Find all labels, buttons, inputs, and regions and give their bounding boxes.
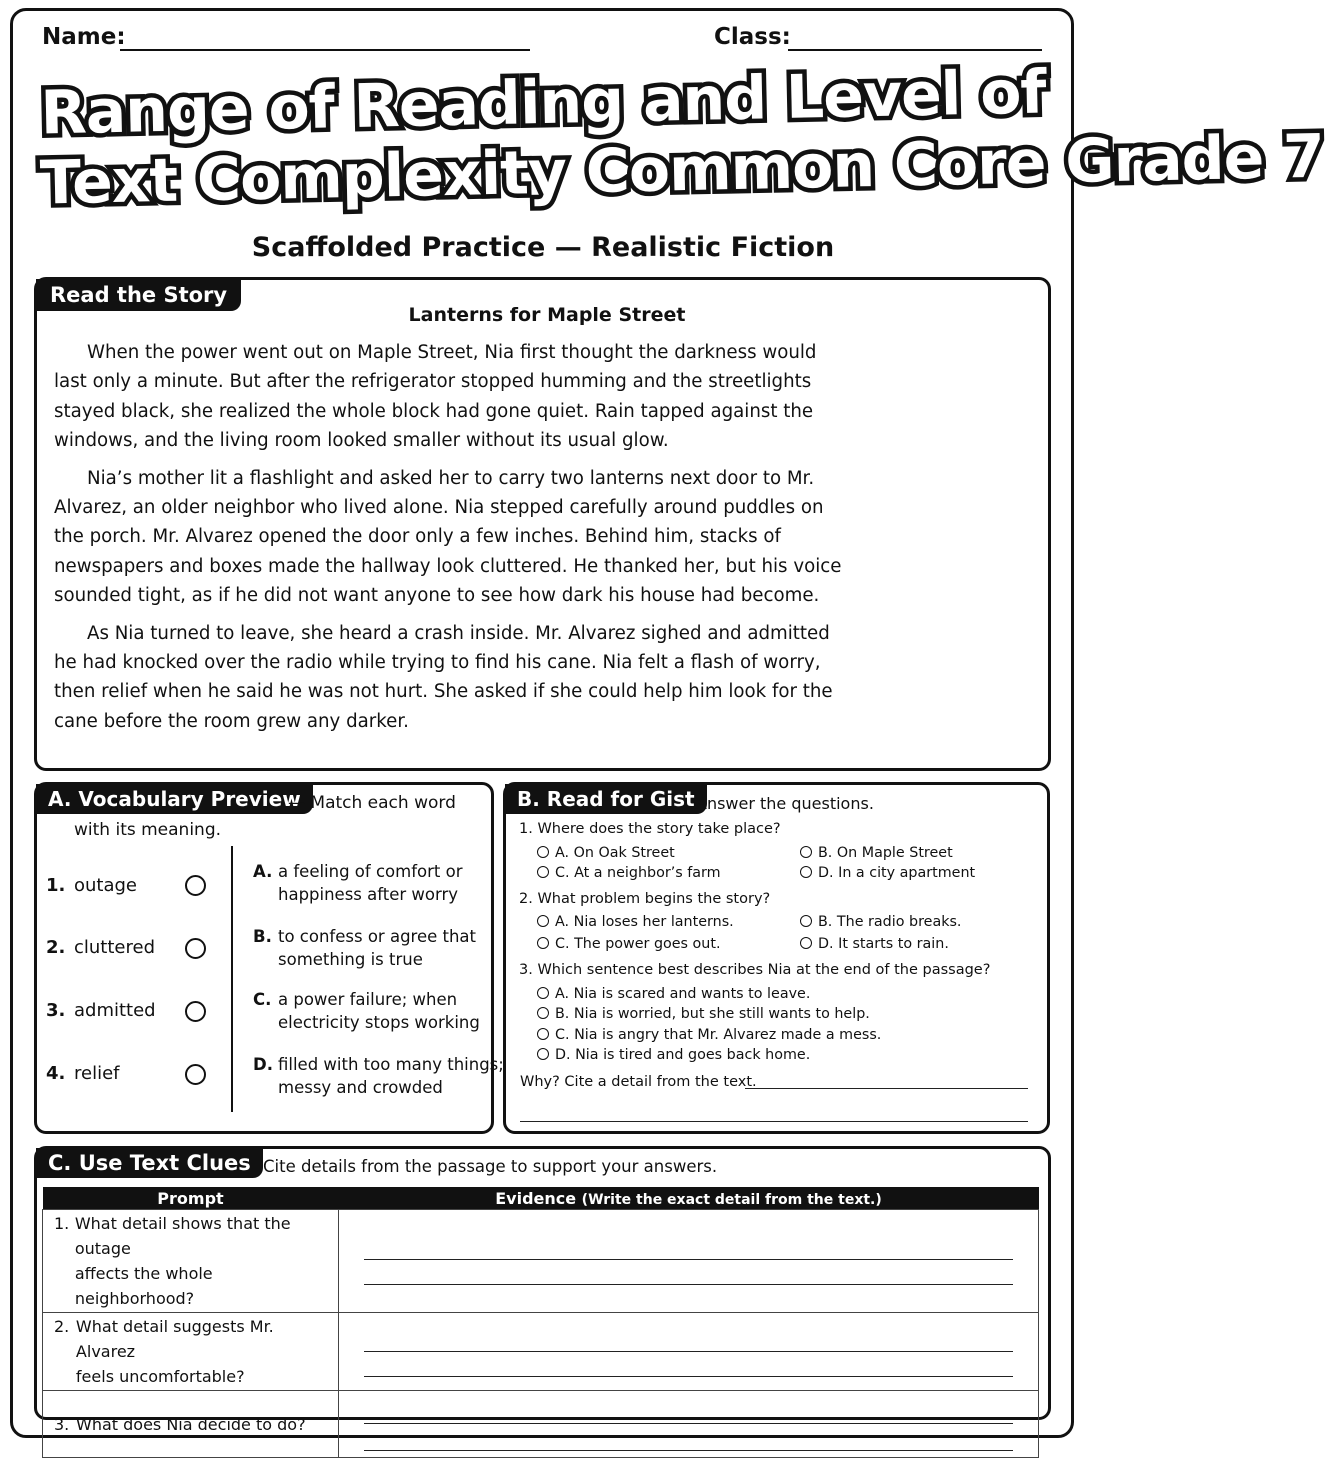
- answer-option[interactable]: A. On Oak Street: [537, 845, 675, 861]
- class-label: Class:: [714, 24, 791, 50]
- answer-option[interactable]: B. Nia is worried, but she still wants to help.: [537, 1006, 870, 1022]
- table-row: [43, 1313, 1039, 1391]
- match-bubble[interactable]: [185, 1064, 206, 1085]
- radio-bubble[interactable]: [537, 1007, 549, 1019]
- prompt-cell: 2. What detail suggests Mr. Alvarez feels uncomfortable?: [43, 1313, 339, 1391]
- word-number: 3.: [46, 1000, 66, 1021]
- definition-a-text: a feeling of comfort or happiness after worry: [278, 862, 463, 904]
- evidence-cell[interactable]: [339, 1313, 1039, 1391]
- vocab-word: relief: [74, 1063, 120, 1084]
- worksheet-subtitle: Scaffolded Practice — Realistic Fiction: [251, 232, 835, 263]
- why-answer-line[interactable]: [520, 1121, 1028, 1122]
- match-bubble[interactable]: [185, 1001, 206, 1022]
- radio-bubble[interactable]: [537, 846, 549, 858]
- answer-option[interactable]: D. In a city apartment: [800, 865, 975, 881]
- table-row: [43, 1210, 1039, 1313]
- name-label: Name:: [42, 24, 126, 50]
- definition-d: D.: [253, 1055, 273, 1074]
- worksheet-title-line-1: Range of Reading and Level of: [39, 57, 1047, 149]
- answer-option[interactable]: B. On Maple Street: [800, 845, 953, 861]
- match-bubble[interactable]: [185, 938, 206, 959]
- answer-option[interactable]: C. Nia is angry that Mr. Alvarez made a mess.: [537, 1027, 881, 1043]
- prompt-column-header: Prompt: [43, 1187, 339, 1210]
- answer-option[interactable]: C. The power goes out.: [537, 936, 721, 952]
- answer-option[interactable]: A. Nia loses her lanterns.: [537, 914, 734, 930]
- gist-tab: B. Read for Gist: [505, 784, 707, 814]
- answer-option[interactable]: C. At a neighbor’s farm: [537, 865, 721, 881]
- vocabulary-instruction: — Match each word: [288, 793, 456, 813]
- match-bubble[interactable]: [185, 875, 206, 896]
- vocabulary-tab: A. Vocabulary Preview: [36, 784, 313, 814]
- vocab-word: admitted: [74, 1000, 156, 1021]
- worksheet-title-line-2: Text Complexity Common Core Grade 7: [39, 121, 1325, 219]
- vocab-word: outage: [74, 875, 138, 896]
- text-clues-tab: C. Use Text Clues: [36, 1148, 263, 1178]
- answer-option[interactable]: D. It starts to rain.: [800, 936, 949, 952]
- answer-option[interactable]: A. Nia is scared and wants to leave.: [537, 986, 810, 1002]
- story-paragraph-3: As Nia turned to leave, she heard a crash inside. Mr. Alvarez sighed and admitted he had knocked over the radio while trying to find his cane. Nia felt a flash of worry, then relief when he said he was not hurt. She asked if she could help him look for the cane before the room grew any darker.: [54, 622, 833, 732]
- table-row: [43, 1391, 1039, 1458]
- radio-bubble[interactable]: [537, 1028, 549, 1040]
- radio-bubble[interactable]: [800, 846, 812, 858]
- definition-d-text: filled with too many things; messy and crowded: [278, 1055, 504, 1097]
- radio-bubble[interactable]: [537, 866, 549, 878]
- question-1: 1. Where does the story take place?: [519, 821, 781, 837]
- text-clues-instruction: Cite details from the passage to support your answers.: [263, 1157, 718, 1176]
- radio-bubble[interactable]: [537, 915, 549, 927]
- gist-instruction: Answer the questions.: [696, 794, 874, 813]
- story-paragraph-1: When the power went out on Maple Street, Nia first thought the darkness would last only a minute. But after the refrigerator stopped humming and the streetlights stayed black, she realized the whole block had gone quiet. Rain tapped against the windows, and the living room looked smaller without its usual glow.: [54, 342, 817, 452]
- word-number: 2.: [46, 937, 66, 958]
- definition-c-text: a power failure; when electricity stops working: [278, 990, 480, 1032]
- story-tab: Read the Story: [36, 279, 241, 311]
- why-prompt: Why? Cite a detail from the text.: [520, 1074, 757, 1090]
- radio-bubble[interactable]: [537, 1048, 549, 1060]
- definition-b: B.: [253, 927, 272, 946]
- answer-option[interactable]: D. Nia is tired and goes back home.: [537, 1047, 810, 1063]
- vocabulary-instruction-cont: with its meaning.: [74, 820, 222, 840]
- class-field[interactable]: [788, 49, 1042, 51]
- radio-bubble[interactable]: [537, 937, 549, 949]
- radio-bubble[interactable]: [537, 987, 549, 999]
- radio-bubble[interactable]: [800, 866, 812, 878]
- story-title: Lanterns for Maple Street: [408, 304, 686, 326]
- radio-bubble[interactable]: [800, 915, 812, 927]
- word-number: 1.: [46, 875, 66, 896]
- definition-b-text: to confess or agree that something is true: [278, 927, 477, 969]
- answer-option[interactable]: B. The radio breaks.: [800, 914, 961, 930]
- prompt-cell: 3. What does Nia decide to do?: [43, 1391, 339, 1458]
- evidence-cell[interactable]: [339, 1391, 1039, 1458]
- word-number: 4.: [46, 1063, 66, 1084]
- text-clues-table: [42, 1187, 1039, 1458]
- name-field[interactable]: [120, 49, 530, 51]
- vocab-word: cluttered: [74, 937, 155, 958]
- why-answer-line[interactable]: [745, 1088, 1028, 1089]
- prompt-cell: 1. What detail shows that the outage affects the whole neighborhood?: [43, 1210, 339, 1313]
- story-text: [54, 338, 844, 744]
- story-paragraph-2: Nia’s mother lit a flashlight and asked her to carry two lanterns next door to Mr. Alvarez, an older neighbor who lived alone. Nia stepped carefully around puddles on the porch. Mr. Alvarez opened the door only a few inches. Behind him, stacks of newspapers and boxes made the hallway look cluttered. He thanked her, but his voice sounded tight, as if he did not want anyone to see how dark his house had become.: [54, 467, 842, 607]
- definition-c: C.: [253, 990, 272, 1009]
- evidence-column-header: Evidence (Write the exact detail from the text.): [339, 1187, 1039, 1210]
- definition-a: A.: [253, 862, 273, 881]
- vocab-divider: [231, 846, 233, 1112]
- question-3: 3. Which sentence best describes Nia at the end of the passage?: [519, 962, 991, 978]
- radio-bubble[interactable]: [800, 937, 812, 949]
- question-2: 2. What problem begins the story?: [519, 891, 771, 907]
- evidence-cell[interactable]: [339, 1210, 1039, 1313]
